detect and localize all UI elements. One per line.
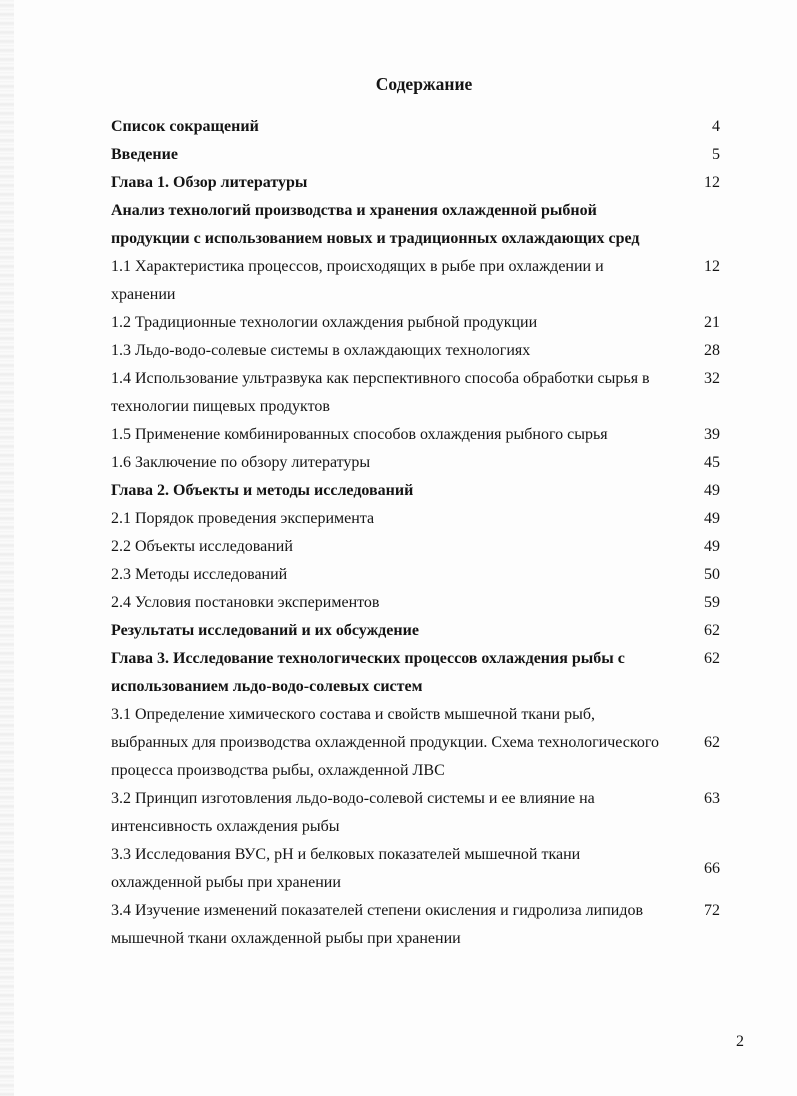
toc-entry-page: 62 (704, 650, 720, 667)
toc-entry (111, 449, 722, 477)
toc-entry (111, 421, 722, 449)
toc-entry-title: 1.6 Заключение по обзору литературы (111, 454, 371, 471)
toc-entry-page: 28 (704, 342, 720, 359)
toc-entry-title: Список сокращений (111, 118, 259, 135)
toc-entry-title: Глава 2. Объекты и методы исследований (111, 482, 414, 499)
toc-entry-page: 5 (712, 146, 720, 163)
toc-entry-page: 49 (704, 482, 720, 499)
toc-entry (111, 477, 722, 505)
toc-entry-page: 45 (704, 454, 720, 471)
toc-entry (111, 141, 722, 169)
toc-entry-title: 3.1 Определение химического состава и свойств мышечной ткани рыб, выбранных для производства охлажденной продукции. Схема технологического процесса производства рыбы, охлажденной ЛВС (111, 706, 659, 779)
toc-entry-page: 66 (704, 860, 720, 877)
toc-entry (111, 505, 722, 533)
toc-entry (111, 169, 722, 197)
toc-entry-page: 12 (704, 258, 720, 275)
toc-entry (111, 533, 722, 561)
toc-entry-page: 12 (704, 174, 720, 191)
toc-entry-title: 3.2 Принцип изготовления льдо-водо-солевой системы и ее влияние на интенсивность охлаждения рыбы (111, 790, 595, 835)
toc-entry-title: Глава 1. Обзор литературы (111, 174, 308, 191)
toc-entry (111, 365, 722, 421)
toc-entry (111, 841, 722, 897)
page-title: Содержание (375, 74, 473, 94)
toc-entry-title: 3.4 Изучение изменений показателей степени окисления и гидролиза липидов мышечной ткани охлажденной рыбы при хранении (111, 902, 644, 947)
toc-entry-title: 1.5 Применение комбинированных способов охлаждения рыбного сырья (111, 426, 608, 443)
toc-entry-title: 3.3 Исследования ВУС, pH и белковых показателей мышечной ткани охлажденной рыбы при хранении (111, 846, 581, 891)
toc-entry (111, 113, 722, 141)
toc-entry-page: 39 (704, 426, 720, 443)
toc-entry (111, 197, 722, 253)
toc-entry-title: Глава 3. Исследование технологических процессов охлаждения рыбы с использованием льдо-водо-солевых систем (111, 650, 625, 695)
toc-entry-page: 72 (704, 902, 720, 919)
toc-entry (111, 253, 722, 309)
toc-entry (111, 337, 722, 365)
toc-entry-page: 32 (704, 370, 720, 387)
toc-entry (111, 309, 722, 337)
toc-entry-title: Результаты исследований и их обсуждение (111, 622, 419, 639)
toc-entry (111, 645, 722, 701)
toc-entry-title: 1.2 Традиционные технологии охлаждения рыбной продукции (111, 314, 538, 331)
toc-entry-page: 49 (704, 510, 720, 527)
toc-entry-page: 63 (704, 790, 720, 807)
toc-entry-title: 2.4 Условия постановки экспериментов (111, 594, 380, 611)
table-of-contents (111, 113, 722, 953)
toc-entry-page: 21 (704, 314, 720, 331)
scan-edge-noise (0, 0, 14, 1096)
toc-entry-title: 1.1 Характеристика процессов, происходящих в рыбе при охлаждении и хранении (111, 258, 604, 303)
toc-entry-page: 50 (704, 566, 720, 583)
toc-entry-page: 49 (704, 538, 720, 555)
toc-entry-title: 1.3 Льдо-водо-солевые системы в охлаждающих технологиях (111, 342, 531, 359)
toc-entry (111, 701, 722, 785)
toc-entry (111, 561, 722, 589)
toc-entry-title: 1.4 Использование ультразвука как перспективного способа обработки сырья в технологии пищевых продуктов (111, 370, 650, 415)
toc-entry-title: Введение (111, 146, 178, 163)
toc-entry (111, 617, 722, 645)
toc-entry (111, 785, 722, 841)
page-number: 2 (736, 1033, 744, 1050)
toc-entry-page: 62 (704, 622, 720, 639)
toc-entry (111, 897, 722, 953)
toc-entry-page: 62 (704, 734, 720, 751)
toc-entry-title: 2.2 Объекты исследований (111, 538, 293, 555)
toc-entry-title: Анализ технологий производства и хранения охлажденной рыбной продукции с использованием новых и традиционных охлаждающих сред (111, 202, 640, 247)
toc-entry (111, 589, 722, 617)
toc-entry-title: 2.1 Порядок проведения эксперимента (111, 510, 375, 527)
toc-entry-title: 2.3 Методы исследований (111, 566, 288, 583)
toc-entry-page: 4 (712, 118, 720, 135)
toc-entry-page: 59 (704, 594, 720, 611)
